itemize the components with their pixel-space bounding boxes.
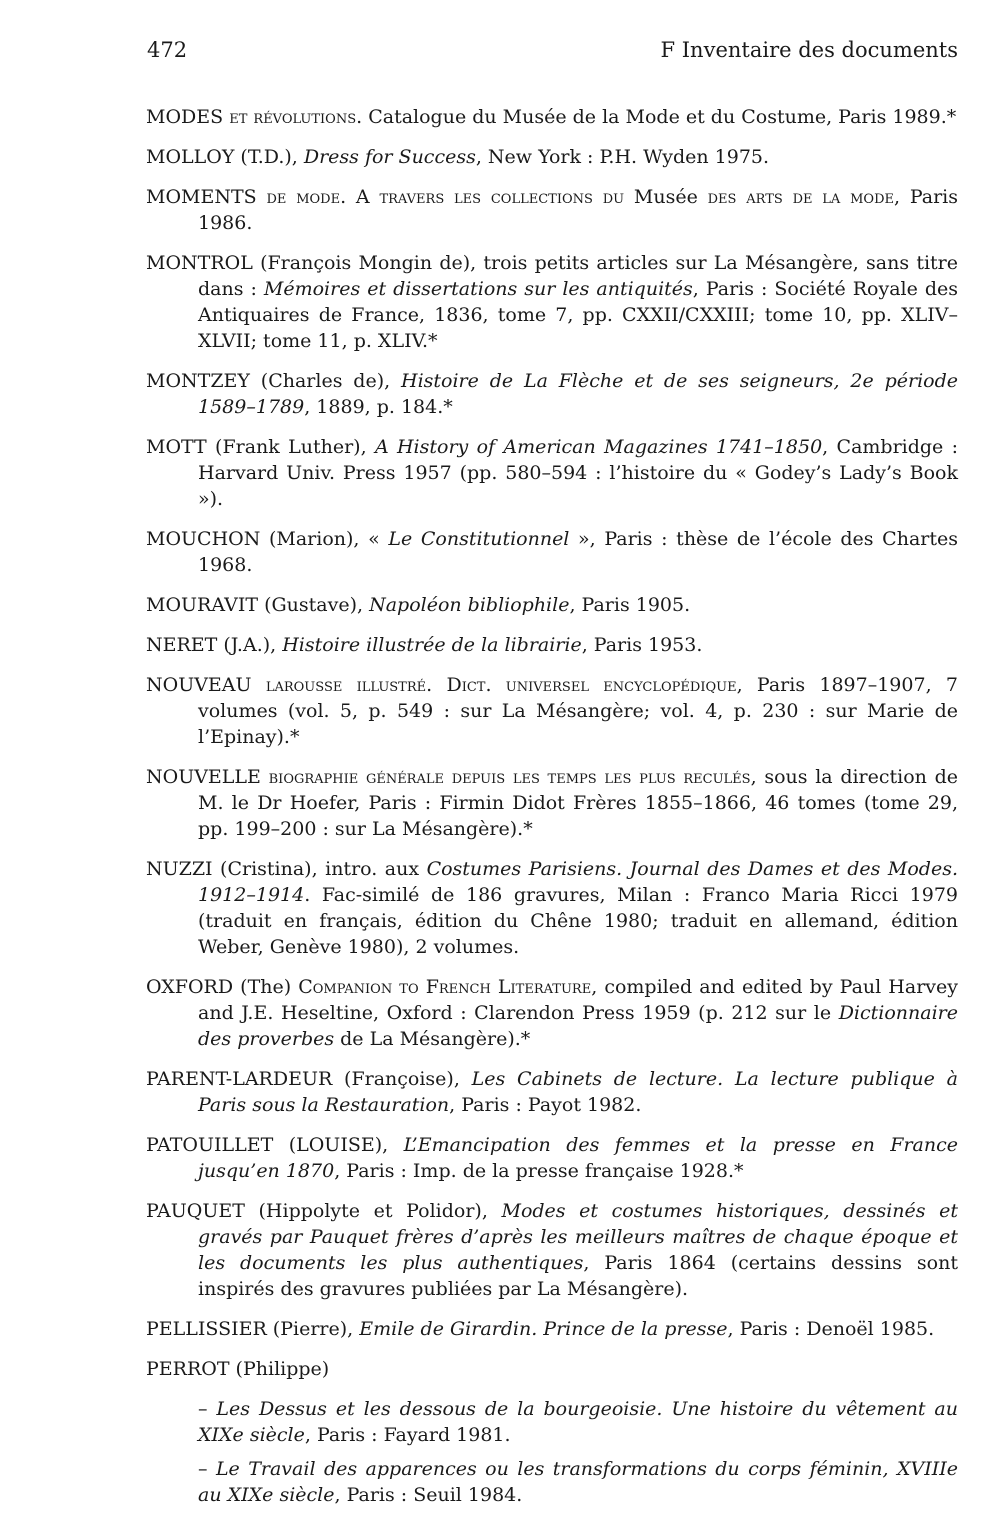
entry-text-segment: Emile de Girardin. Prince de la presse bbox=[359, 1318, 728, 1340]
entry-text-segment: PAUQUET (Hippolyte et Polidor), bbox=[146, 1200, 502, 1222]
entry-text-segment: L bbox=[497, 976, 511, 998]
entry-text-segment: Musée bbox=[633, 186, 708, 208]
bibliography-entry bbox=[146, 672, 958, 750]
sub-entry bbox=[198, 1456, 958, 1508]
entry-text-segment: NERET (J.A.), bbox=[146, 634, 283, 656]
entry-text-segment: MODES bbox=[146, 106, 230, 128]
bibliography-entry bbox=[146, 592, 958, 618]
entry-text-segment: Le Travail des apparences ou les transformations du corps féminin, XVIIIe au XIXe siècle bbox=[198, 1458, 958, 1506]
entry-text-segment: L’Emancipation des femmes et la presse en France jusqu’en 1870 bbox=[198, 1134, 958, 1182]
entry-text-segment: MOTT (Frank Luther), bbox=[146, 436, 375, 458]
entry-text-segment: iterature bbox=[510, 976, 592, 998]
bibliography-entry bbox=[146, 974, 958, 1052]
entry-text-segment: . Fac-similé de 186 gravures, Milan : Franco Maria Ricci 1979 (traduit en français, édition du Chêne 1980; traduit en allemand, édition Weber, Genève 1980), 2 volumes. bbox=[198, 884, 958, 958]
entry-text-segment: Mémoires et dissertations sur les antiquités bbox=[263, 278, 693, 300]
bibliography-entry bbox=[146, 526, 958, 578]
entry-text-segment: , Paris 1905. bbox=[569, 594, 691, 616]
entry-text-segment: , Paris : Payot 1982. bbox=[449, 1094, 642, 1116]
entry-text-segment: Le Constitutionnel bbox=[388, 528, 570, 550]
bibliography-entry bbox=[146, 1356, 958, 1382]
entry-text-segment: Les Dessus et les dessous de la bourgeoisie. Une histoire du vêtement au XIXe siècle bbox=[198, 1398, 958, 1446]
sub-entry bbox=[198, 1396, 958, 1448]
bibliography-entry bbox=[146, 250, 958, 354]
bibliography-entry bbox=[146, 764, 958, 842]
entry-text-segment: , Paris : Imp. de la presse française 1928.* bbox=[334, 1160, 744, 1182]
entry-text-segment: ompanion to bbox=[312, 976, 426, 998]
running-title: F Inventaire des documents bbox=[660, 38, 958, 62]
entry-text-segment: Histoire de La Flèche et de ses seigneurs, 2e période 1589–1789 bbox=[198, 370, 959, 418]
entry-text-segment: PELLISSIER (Pierre), bbox=[146, 1318, 360, 1340]
entry-text-segment: , 1889, p. 184.* bbox=[304, 396, 453, 418]
entry-text-segment: PERROT (Philippe) bbox=[146, 1358, 330, 1380]
entry-text-segment: . D bbox=[426, 674, 462, 696]
bibliography-entry bbox=[146, 1066, 958, 1118]
bibliography-entry bbox=[146, 1132, 958, 1184]
bibliography-entry bbox=[146, 368, 958, 420]
entry-text-segment: A History of American Magazines 1741–1850 bbox=[374, 436, 823, 458]
entry-text-segment: , Cambridge : Harvard Univ. Press 1957 (pp. 580–594 : l’histoire du « Godey’s Lady’s Book »). bbox=[198, 436, 959, 510]
entry-text-segment: F bbox=[425, 976, 439, 998]
bibliography-entry bbox=[146, 104, 958, 130]
entry-text-segment: , Paris : Seuil 1984. bbox=[334, 1484, 523, 1506]
entry-text-segment: – bbox=[198, 1458, 216, 1480]
bibliography-entry bbox=[146, 184, 958, 236]
page-header bbox=[147, 38, 958, 70]
entry-text-segment: Costumes Parisiens. Journal des Dames et des Modes. 1912–1914 bbox=[198, 858, 958, 906]
entry-text-segment: , Paris 1897–1907, 7 volumes (vol. 5, p. 549 : sur La Mésangère; vol. 4, p. 230 : sur Marie de l’Epinay).* bbox=[198, 674, 958, 748]
entry-text-segment: PARENT-LARDEUR (Françoise), bbox=[146, 1068, 472, 1090]
bibliography-entry bbox=[146, 632, 958, 658]
entry-text-segment: biographie générale depuis les temps les plus reculés bbox=[268, 766, 751, 788]
entry-text-segment: de La Mésangère).* bbox=[334, 1028, 531, 1050]
entry-text-segment: MONTZEY (Charles de), bbox=[146, 370, 401, 392]
entry-text-segment: OXFORD (The) C bbox=[146, 976, 313, 998]
entry-text-segment: . A bbox=[340, 186, 380, 208]
entry-text-segment: de mode bbox=[266, 186, 341, 208]
entry-text-segment: , Paris 1986. bbox=[198, 186, 958, 234]
bibliography-entry bbox=[146, 144, 958, 170]
entry-text-segment: NOUVEAU bbox=[146, 674, 266, 696]
bibliography-entry bbox=[146, 1316, 958, 1342]
entry-text-segment: , compiled and edited by Paul Harvey and J.E. Heseltine, Oxford : Clarendon Press 1959 (p. 212 sur le bbox=[198, 976, 958, 1024]
entry-text-segment: Modes et costumes historiques, dessinés et gravés par Pauquet frères d’après les meilleurs maîtres de chaque époque et les documents les plus authentiques bbox=[198, 1200, 958, 1274]
entry-text-segment: ict. universel encyclopédique bbox=[461, 674, 737, 696]
entry-text-segment: , Paris 1953. bbox=[581, 634, 703, 656]
entry-text-segment: , Paris : Fayard 1981. bbox=[304, 1424, 511, 1446]
entry-text-segment: , New York : P.H. Wyden 1975. bbox=[475, 146, 770, 168]
entry-text-segment: larousse illustré bbox=[265, 674, 427, 696]
sub-entry-list bbox=[146, 1396, 958, 1508]
entry-text-segment: des arts de la mode bbox=[707, 186, 894, 208]
entry-text-segment: Histoire illustrée de la librairie bbox=[282, 634, 582, 656]
entry-text-segment: Napoléon bibliophile bbox=[369, 594, 570, 616]
entry-text-segment: , Paris : Denoël 1985. bbox=[727, 1318, 935, 1340]
entry-text-segment: MOMENTS bbox=[146, 186, 267, 208]
entry-text-segment: NOUVELLE bbox=[146, 766, 269, 788]
entry-text-segment: MOURAVIT (Gustave), bbox=[146, 594, 370, 616]
entry-text-segment: travers les collections du bbox=[379, 186, 634, 208]
bibliography-entry bbox=[146, 1198, 958, 1302]
entry-text-segment: MOUCHON (Marion), « bbox=[146, 528, 389, 550]
entry-text-segment: NUZZI (Cristina), intro. aux bbox=[146, 858, 427, 880]
entry-text-segment: rench bbox=[438, 976, 498, 998]
entry-text-segment: Dress for Success bbox=[303, 146, 476, 168]
entry-text-segment: . Catalogue du Musée de la Mode et du Costume, Paris 1989.* bbox=[356, 106, 957, 128]
entry-text-segment: MOLLOY (T.D.), bbox=[146, 146, 304, 168]
entry-text-segment: – bbox=[198, 1398, 217, 1420]
entry-text-segment: , Paris 1864 (certains dessins sont inspirés des gravures publiées par La Mésangère). bbox=[198, 1252, 958, 1300]
entry-text-segment: PATOUILLET (LOUISE), bbox=[146, 1134, 404, 1156]
entry-text-segment: et révolutions bbox=[229, 106, 357, 128]
entry-text-segment: Les Cabinets de lecture. La lecture publique à Paris sous la Restauration bbox=[198, 1068, 958, 1116]
entry-text-segment: Dictionnaire des proverbes bbox=[198, 1002, 958, 1050]
entry-text-segment: MONTROL (François Mongin de), trois petits articles sur La Mésangère, sans titre dans : bbox=[146, 252, 958, 300]
bibliography-list bbox=[146, 104, 958, 1516]
bibliography-entry bbox=[146, 856, 958, 960]
entry-text-segment: », Paris : thèse de l’école des Chartes 1968. bbox=[198, 528, 958, 576]
entry-text-segment: , sous la direction de M. le Dr Hoefer, Paris : Firmin Didot Frères 1855–1866, 46 tomes (tome 29, pp. 199–200 : sur La Mésangère).* bbox=[198, 766, 959, 840]
bibliography-entry bbox=[146, 434, 958, 512]
entry-text-segment: , Paris : Société Royale des Antiquaires de France, 1836, tome 7, pp. CXXII/CXXIII; tome 10, pp. XLIV–XLVII; tome 11, p. XLIV.* bbox=[198, 278, 959, 352]
page-number: 472 bbox=[147, 38, 188, 62]
